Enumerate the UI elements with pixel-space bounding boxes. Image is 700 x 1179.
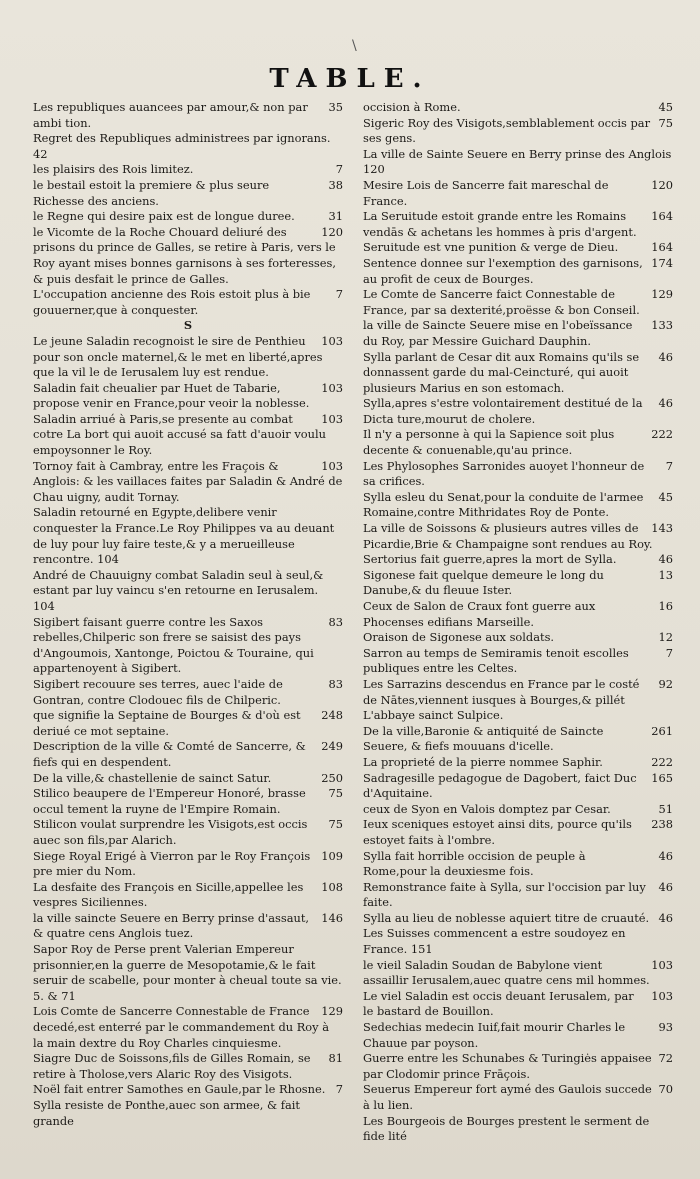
entry-text: Stilico beaupere de l'Empereur Honoré, brasse occul tement la ruyne de l'Empire Romain.	[33, 786, 306, 816]
index-entry	[33, 1051, 343, 1082]
index-entry	[363, 240, 673, 256]
entry-text: Remonstrance faite à Sylla, sur l'occision par luy faite.	[363, 879, 646, 910]
index-entry	[363, 646, 673, 677]
left-column	[33, 100, 343, 1129]
entry-text: Noël fait entrer Samothes en Gaule,par le Rhosne.	[33, 1082, 326, 1097]
index-entry	[363, 100, 673, 116]
page-number: 81	[328, 1051, 343, 1066]
entry-text: Le Comte de Sancerre faict Connestable de France, par sa dexterité,proësse & bon Conseil.	[363, 287, 640, 317]
entry-text: Les republiques auancees par amour,& non par ambi tion.	[33, 100, 308, 130]
page-number: 129	[321, 1004, 343, 1019]
page-number: 249	[321, 739, 343, 754]
index-entry	[33, 178, 343, 209]
page-number: 72	[658, 1051, 673, 1066]
page-number: 261	[651, 723, 673, 738]
entry-text: Sylla,apres s'estre volontairement destitué de la Dicta ture,mourut de cholere.	[363, 396, 643, 426]
index-entry	[33, 1082, 343, 1098]
index-entry	[363, 459, 673, 490]
page-mark: \	[352, 38, 357, 54]
page-number: 120	[321, 224, 343, 239]
entry-text: occision à Rome.	[363, 100, 461, 114]
entry-text: que signifie la Septaine de Bourges & d'où est deriué ce mot septaine.	[33, 708, 301, 738]
index-entry	[33, 786, 343, 817]
index-entry	[33, 568, 343, 615]
entry-text: Sadragesille pedagogue de Dagobert, faict Duc d'Aquitaine.	[363, 770, 637, 801]
entry-text: Il n'y a personne à qui la Sapience soit plus decente & conuenable,qu'au prince.	[363, 427, 615, 458]
index-entry	[33, 849, 343, 880]
index-entry	[363, 552, 673, 568]
index-entry	[363, 287, 673, 318]
index-entry	[363, 1020, 673, 1051]
entry-text: Sylla parlant de Cesar dit aux Romains qu'ils se donnassent garde du mal-Ceincturé, qui auoit plusieurs Marius en son estomach.	[363, 349, 640, 395]
entry-text: Le jeune Saladin recognoist le sire de Penthieu pour son oncle maternel,& le met en liberté,apres que la vil le de Ierusalem luy est rendue.	[33, 333, 323, 380]
index-entry	[363, 521, 673, 552]
index-entry	[363, 849, 673, 880]
index-entry	[363, 802, 673, 818]
index-entry	[363, 568, 673, 599]
entry-text: Sertorius fait guerre,apres la mort de Sylla.	[363, 552, 617, 567]
entry-text: La proprieté de la pierre nommee Saphir.	[363, 754, 603, 769]
index-entry	[363, 490, 673, 521]
entry-text: Sylla resiste de Ponthe,auec son armee, & fait grande	[33, 1098, 300, 1128]
index-entry	[33, 225, 343, 287]
entry-text: Sylla esleu du Senat,pour la conduite de l'armee Romaine,contre Mithridates Roy de Ponte.	[363, 489, 644, 520]
index-entry	[363, 209, 673, 240]
index-entry	[33, 739, 343, 770]
index-entry	[363, 989, 673, 1020]
index-entry	[363, 427, 673, 458]
entry-text: La Seruitude estoit grande entre les Romains vendās & achetans les hommes à pris d'argent.	[363, 209, 637, 239]
page-number: 108	[321, 879, 343, 894]
entry-text: Les Bourgeois de Bourges prestent le serment de fide lité	[363, 1113, 650, 1144]
entry-text: L'occupation ancienne des Rois estoit plus à bie gouuerner,que à conquester.	[33, 287, 311, 317]
entry-text: Seruitude est vne punition & verge de Dieu.	[363, 240, 619, 255]
entry-text: De la ville,Baronie & antiquité de Saincte Seuere, & fiefs mouuans d'icelle.	[363, 723, 604, 754]
index-entry	[363, 178, 673, 209]
page-number: 83	[328, 676, 343, 691]
index-entry	[33, 505, 343, 567]
index-entry	[363, 771, 673, 802]
index-entry	[363, 396, 673, 427]
entry-text: Ceux de Salon de Craux font guerre aux Phocenses edifians Marseille.	[363, 599, 596, 629]
page-number: 75	[328, 786, 343, 801]
index-entry	[363, 147, 673, 178]
page-number: 7	[665, 645, 673, 660]
index-entry	[33, 162, 343, 178]
page-number: 7	[335, 287, 343, 302]
page-number: 103	[321, 380, 343, 395]
page-number: 46	[658, 396, 673, 411]
page-number: 93	[658, 1020, 673, 1035]
index-entry	[33, 708, 343, 739]
page-number: 238	[651, 817, 673, 832]
page-number: 12	[658, 630, 673, 645]
page-number: 45	[658, 489, 673, 504]
index-entry	[33, 911, 343, 942]
index-entry	[363, 1082, 673, 1113]
entry-text: La ville de Soissons & plusieurs autres villes de Picardie,Brie & Champaigne sont rendues au Roy.	[363, 521, 653, 551]
page-number: 38	[328, 177, 343, 192]
page-number: 146	[321, 910, 343, 925]
index-entry	[363, 1114, 673, 1145]
page-number: 143	[651, 521, 673, 536]
index-entry	[33, 942, 343, 1004]
entry-text: Les Suisses commencent a estre soudoyez en France. 151	[363, 926, 626, 957]
entry-text: Saladin arriué à Paris,se presente au combat cotre La bort qui auoit accusé sa fatt d'auoir voulu empoysonner le Roy.	[33, 411, 326, 458]
index-entry	[363, 1051, 673, 1082]
page-number: 103	[321, 458, 343, 473]
index-entry	[33, 100, 343, 131]
page-number: 13	[658, 567, 673, 582]
right-column	[363, 100, 673, 1145]
entry-text: De la ville,& chastellenie de sainct Satur.	[33, 770, 272, 785]
entry-text: Sigibert recouure ses terres, auec l'aide de Gontran, contre Clodouec fils de Chilperic.	[33, 676, 283, 707]
page-number: 129	[651, 287, 673, 302]
index-entry	[33, 771, 343, 787]
entry-text: Sentence donnee sur l'exemption des garnisons, au profit de ceux de Bourges.	[363, 255, 643, 286]
page-number: 92	[658, 676, 673, 691]
page-number: 109	[321, 848, 343, 863]
page-number: 75	[328, 817, 343, 832]
index-entry	[33, 459, 343, 506]
page-number: 16	[658, 599, 673, 613]
section-letter: S	[183, 318, 193, 333]
entry-text: Seuerus Empereur fort aymé des Gaulois succede à lu lien.	[363, 1082, 652, 1112]
index-entry	[363, 116, 673, 147]
page-number: 46	[658, 349, 673, 364]
entry-text: Guerre entre les Schunabes & Turingiės appaisee par Clodomir prince Frāçois.	[363, 1051, 652, 1081]
entry-text: Oraison de Sigonese aux soldats.	[363, 630, 555, 645]
entry-text: Sarron au temps de Semiramis tenoit escolles publiques entre les Celtes.	[363, 645, 629, 676]
page-number: 164	[651, 240, 673, 255]
page-number: 75	[658, 115, 673, 130]
page-number: 174	[651, 255, 673, 270]
index-entry	[363, 677, 673, 724]
entry-text: Stilicon voulat surprendre les Visigots,est occis auec son fils,par Alarich.	[33, 817, 308, 847]
index-entry	[363, 926, 673, 957]
index-entry	[33, 412, 343, 459]
entry-text: le Regne qui desire paix est de longue duree.	[33, 209, 295, 224]
entry-text: le bestail estoit la premiere & plus seure Richesse des anciens.	[33, 177, 270, 208]
page-number: 70	[658, 1082, 673, 1097]
page-number: 45	[658, 100, 673, 114]
entry-text: Sigibert faisant guerre contre les Saxos rebelles,Chilperic son frere se saisist des pays d'Angoumois, Xantonge, Poictou & Touraine, qui appartenoyent à Sigibert.	[33, 614, 314, 676]
entry-text: Siagre Duc de Soissons,fils de Gilles Romain, se retire à Tholose,vers Alaric Roy des Visigots.	[33, 1051, 311, 1081]
index-entry	[33, 817, 343, 848]
entry-text: le vieil Saladin Soudan de Babylone vient assaillir Ierusalem,auec quatre cens mil hommes.	[363, 957, 650, 988]
page-number: 103	[321, 333, 343, 348]
entry-text: Les Sarrazins descendus en France par le costé de Nātes,viennent iusques à Bourges,& pillét L'abbaye sainct Sulpice.	[363, 676, 640, 723]
index-entry	[33, 1098, 343, 1129]
entry-text: Sigonese fait quelque demeure le long du Danube,& du fleuue Ister.	[363, 567, 604, 598]
page-number: 31	[328, 209, 343, 224]
entry-text: Saladin retourné en Egypte,delibere venir conquester la France.Le Roy Philippes va au deuant de luy pour luy faire teste,& y a merueilleuse rencontre. 104	[33, 505, 335, 567]
page-number: 7	[665, 458, 673, 473]
entry-text: La ville de Sainte Seuere en Berry prinse des Anglois 120	[363, 146, 672, 177]
entry-text: Mesire Lois de Sancerre fait mareschal de France.	[363, 177, 609, 208]
index-entry	[363, 911, 673, 927]
index-entry	[33, 1004, 343, 1051]
entry-text: la ville saincte Seuere en Berry prinse d'assaut, & quatre cens Anglois tuez.	[33, 910, 310, 941]
index-entry	[363, 958, 673, 989]
entry-text: ceux de Syon en Valois domptez par Cesar.	[363, 801, 611, 816]
page-number: 35	[328, 100, 343, 114]
page-number: 7	[335, 1082, 343, 1097]
index-entry	[33, 677, 343, 708]
entry-text: Saladin fait cheualier par Huet de Tabarie, propose venir en France,pour veoir la noblesse.	[33, 380, 310, 411]
index-entry	[363, 817, 673, 848]
page-number: 133	[651, 318, 673, 333]
page-number: 103	[651, 957, 673, 972]
index-entry	[363, 755, 673, 771]
entry-text: Lois Comte de Sancerre Connestable de France decedé,est enterré par le commandement du Roy à la main dextre du Roy Charles cinquiesme.	[33, 1004, 329, 1050]
page-number: 46	[658, 848, 673, 863]
page-number: 83	[328, 614, 343, 629]
page-number: 51	[658, 801, 673, 816]
index-entry	[33, 209, 343, 225]
page-number: 7	[335, 162, 343, 177]
entry-text: Description de la ville & Comté de Sancerre, & fiefs qui en despendent.	[33, 739, 306, 769]
page-number: 103	[651, 988, 673, 1003]
page-number: 222	[651, 427, 673, 442]
page-number: 248	[321, 708, 343, 723]
page-title: TABLE.	[269, 64, 431, 94]
index-entry	[363, 724, 673, 755]
index-entry	[363, 599, 673, 630]
index-entry	[363, 880, 673, 911]
entry-text: Sylla au lieu de noblesse aquiert titre de cruauté.	[363, 910, 650, 925]
index-entry	[363, 318, 673, 349]
entry-text: Regret des Republiques administrees par ignorans. 42	[33, 131, 331, 161]
index-entry	[33, 131, 343, 162]
index-entry	[33, 381, 343, 412]
index-entry	[33, 334, 343, 381]
entry-text: Tornoy fait à Cambray, entre les Fraçois & Anglois: & les vaillaces faites par Saladin & André de Chau uigny, audit Tornay.	[33, 458, 343, 504]
entry-text: Le viel Saladin est occis deuant Ierusalem, par le bastard de Bouillon.	[363, 988, 634, 1019]
entry-text: La desfaite des François en Sicille,appellee les vespres Siciliennes.	[33, 879, 304, 910]
entry-text: Sapor Roy de Perse prent Valerian Empereur prisonnier,en la guerre de Mesopotamie,& le fait seruir de scabelle, pour monter à cheual toute sa vie. 5. & 71	[33, 942, 342, 1003]
page-number: 165	[651, 770, 673, 785]
entry-text: le Vicomte de la Roche Chouard deliuré des prisons du prince de Galles, se retire à Paris, vers le Roy ayant mises bonnes garnisons à ses forteresses, & puis desfait le prince de Galles.	[33, 224, 336, 286]
entry-text: Sedechias medecin Iuif,fait mourir Charles le Chauue par poyson.	[363, 1020, 626, 1050]
index-entry	[363, 350, 673, 397]
index-entry	[363, 630, 673, 646]
page-number: 250	[321, 770, 343, 785]
entry-text: Ieux sceniques estoyet ainsi dits, pource qu'ils estoyet faits à l'ombre.	[363, 817, 632, 847]
page-number: 103	[321, 411, 343, 426]
page-number: 164	[651, 209, 673, 224]
index-entry	[33, 615, 343, 677]
index-entry	[363, 256, 673, 287]
page-number: 46	[658, 552, 673, 567]
page-number: 222	[651, 754, 673, 769]
entry-text: les plaisirs des Rois limitez.	[33, 162, 194, 177]
entry-text: Les Phylosophes Sarronides auoyet l'honneur de sa crifices.	[363, 458, 645, 489]
entry-text: Siege Royal Erigé à Vierron par le Roy François pre mier du Nom.	[33, 848, 311, 879]
page-number: 120	[651, 177, 673, 192]
index-entry	[33, 880, 343, 911]
entry-text: Sylla fait horrible occision de peuple à Rome,pour la deuxiesme fois.	[363, 848, 586, 879]
page-number: 46	[658, 879, 673, 894]
index-entry	[33, 287, 343, 318]
page-number: 46	[658, 910, 673, 925]
entry-text: Sigeric Roy des Visigots,semblablement occis par ses gens.	[363, 115, 651, 146]
entry-text: la ville de Saincte Seuere mise en l'obeïssance du Roy, par Messire Guichard Dauphin.	[363, 318, 633, 348]
entry-text: André de Chauuigny combat Saladin seul à seul,& estant par luy vaincu s'en retourne en Ierusalem. 104	[33, 567, 324, 613]
